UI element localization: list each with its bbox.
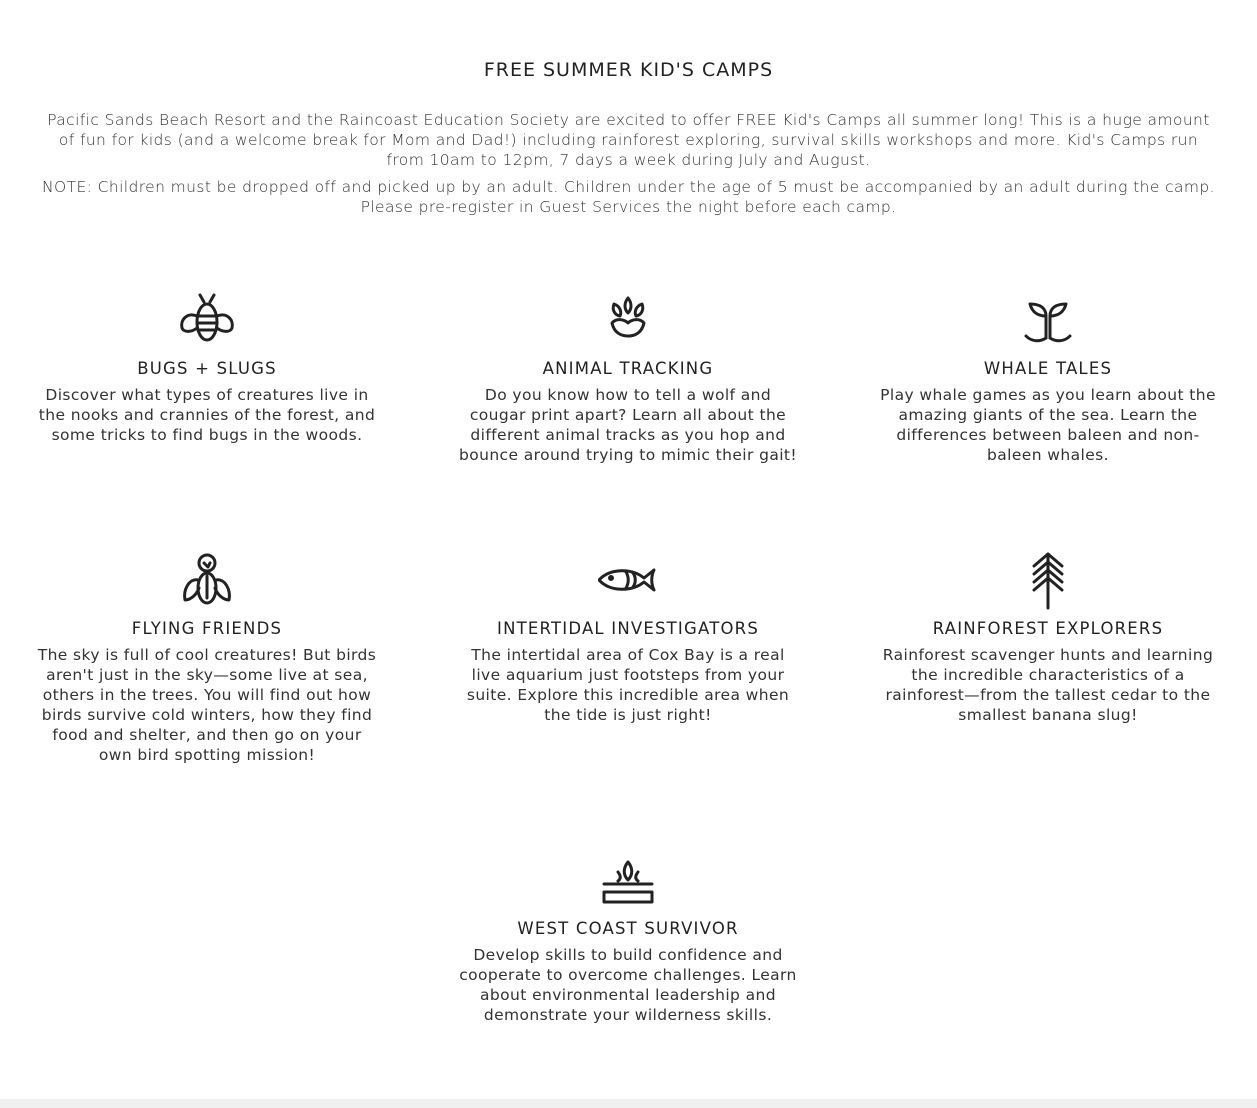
camp-description: Rainforest scavenger hunts and learning the incredible characteristics of a rainforest—from the tallest cedar to the smallest banana slug!: [882, 646, 1214, 724]
footer-divider: [0, 1099, 1257, 1108]
camp-title: RAINFOREST EXPLORERS: [932, 619, 1164, 638]
camp-card-rainforest-explorers: [878, 550, 1218, 725]
camp-card-animal-tracking: [458, 290, 798, 465]
camp-description: The intertidal area of Cox Bay is a real live aquarium just footsteps from your suite. Explore this incredible area when the tide is just right!: [466, 646, 790, 724]
intro-section: [40, 110, 1217, 217]
camp-title: INTERTIDAL INVESTIGATORS: [497, 619, 759, 638]
camp-description: Develop skills to build confidence and cooperate to overcome challenges. Learn about environmental leadership and demonstrate your wilderness skills.: [459, 946, 797, 1024]
camp-description: Discover what types of creatures live in the nooks and crannies of the forest, and some tricks to find bugs in the woods.: [38, 386, 376, 444]
fish-icon: [598, 550, 658, 610]
camp-description: Play whale games as you learn about the amazing giants of the sea. Learn the differences between baleen and non-baleen whales.: [880, 386, 1216, 464]
intro-note: NOTE: Children must be dropped off and picked up by an adult. Children under the age of 5 must be accompanied by an adult during the camp. Please pre-register in Guest Services the night before each camp.: [42, 178, 1215, 216]
bird-icon: [177, 550, 237, 610]
camp-card-whale-tales: [878, 290, 1218, 465]
camp-card-west-coast-survivor: [458, 850, 798, 1025]
camp-card-intertidal-investigators: [458, 550, 798, 725]
camp-title: WEST COAST SURVIVOR: [517, 919, 739, 938]
camp-title: BUGS + SLUGS: [137, 359, 277, 378]
paw-print-icon: [598, 290, 658, 350]
whale-tail-icon: [1018, 290, 1078, 350]
camp-title: ANIMAL TRACKING: [542, 359, 714, 378]
intro-paragraph: Pacific Sands Beach Resort and the Raincoast Education Society are excited to offer FREE Kid's Camps all summer long! This is a huge amount of fun for kids (and a welcome break for Mom and Dad!) including rainforest exploring, survival skills workshops and more. Kid's Camps run from 10am to 12pm, 7 days a week during July and August.: [47, 111, 1210, 169]
camp-description: Do you know how to tell a wolf and cougar print apart? Learn all about the different animal tracks as you hop and bounce around trying to mimic their gait!: [458, 386, 798, 464]
tree-icon: [1018, 550, 1078, 610]
bee-icon: [177, 290, 237, 350]
camp-card-flying-friends: [37, 550, 377, 765]
camp-title: FLYING FRIENDS: [131, 619, 283, 638]
page-title: FREE SUMMER KID'S CAMPS: [483, 59, 774, 81]
camp-title: WHALE TALES: [983, 359, 1113, 378]
campfire-icon: [598, 850, 658, 910]
camp-card-bugs-slugs: [37, 290, 377, 445]
camp-description: The sky is full of cool creatures! But birds aren't just in the sky—some live at sea, others in the trees. You will find out how birds survive cold winters, how they find food and shelter, and then go on your own bird spotting mission!: [37, 646, 377, 764]
